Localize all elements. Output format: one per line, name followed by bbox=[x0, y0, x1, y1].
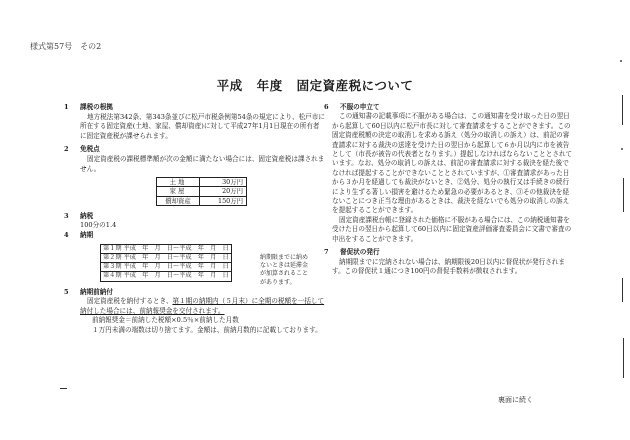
section-5-number: 5 bbox=[64, 287, 69, 296]
section-3-heading: 納税 bbox=[80, 211, 94, 220]
section-7-heading: 督促状の発行 bbox=[340, 248, 380, 257]
form-number: 様式第57号 その2 bbox=[30, 42, 102, 51]
section-4-heading: 納期 bbox=[80, 230, 94, 239]
payment-period: 第１期 平成 年 月 日～平成 年 月 日 bbox=[101, 244, 232, 253]
section-1 bbox=[64, 103, 326, 141]
payment-period: 第４期 平成 年 月 日～平成 年 月 日 bbox=[101, 272, 232, 281]
section-2-number: 2 bbox=[64, 145, 69, 154]
section-5-underlined-1: 第１期の納期内（５月末）に bbox=[172, 297, 259, 306]
table-row bbox=[157, 178, 247, 187]
prepayment-note: １万円未満の端数は切り捨てます。金額は、前納月数的に記載しております。 bbox=[92, 325, 322, 334]
exemption-label: 償却資産 bbox=[157, 196, 200, 205]
section-6 bbox=[324, 103, 574, 244]
exemption-table bbox=[156, 177, 247, 206]
payment-period: 第２期 平成 年 月 日～平成 年 月 日 bbox=[101, 253, 232, 262]
section-5-underlined-2: 全期の税額を一括して納付した場合には、前納報奨金を交付されます。 bbox=[80, 297, 325, 315]
scan-edge-mark bbox=[623, 338, 624, 378]
section-6-heading: 不服の申立て bbox=[340, 103, 380, 111]
section-1-body: 地方税法第342条、第343条並びに松戸市税条例第54条の規定により、松戸市に所在する固定資産(土地、家屋、償却資産)に対して平成27年1月1日現在の所有者に固定資産税が課せられます。 bbox=[80, 112, 325, 140]
section-5-heading: 納期前納付 bbox=[80, 287, 113, 296]
scan-edge-mark bbox=[623, 178, 624, 212]
exemption-amount: 30万円 bbox=[200, 178, 247, 187]
section-3-body: 100分の1.4 bbox=[80, 221, 117, 230]
section-4-number: 4 bbox=[64, 230, 69, 239]
title-era: 平成 bbox=[216, 78, 243, 93]
section-6-paragraph-1: この通知書の記載事項に不服がある場合は、この通知書を受け取った日の翌日から起算して60日以内に松戸市長に対して審査請求をすることができます。この固定資産税額の決定の取消しを求める訴え（処分の取消しの訴え）は、前記の審査請求に対する裁決の送達を受けた日の翌日から起算して６か月以内に市を被告として（市長が被告の代表者となります。）提起しなければならないこととされています。なお、処分の取消しの訴えは、前記の審査請求に対する裁決を経た後でなければ提起することができないこととされていますが、①審査請求があった日から３か月を経過しても裁決がないとき、②処分、処分の執行又は手続きの続行により生ずる著しい損害を避けるため緊急の必要があるとき、③その他裁決を経ないことにつき正当な理由があるときは、裁決を経ないでも処分の取消しの訴えを提起することができます。 bbox=[332, 112, 573, 215]
scan-dot bbox=[620, 60, 622, 62]
section-7-body: 納期限までに完納されない場合は、納期限後20日以内に督促状が発行されます。この督促状１通につき100円の督促手数料が徴収されます。 bbox=[332, 257, 565, 275]
section-7-number: 7 bbox=[324, 248, 329, 257]
section-4 bbox=[64, 231, 326, 284]
section-3 bbox=[64, 212, 326, 231]
exemption-amount: 150万円 bbox=[200, 196, 247, 205]
right-column bbox=[324, 103, 574, 276]
left-column bbox=[64, 103, 326, 336]
scan-edge-mark bbox=[622, 95, 623, 125]
table-row bbox=[101, 263, 232, 272]
section-6-paragraph-2: 固定資産課税台帳に登録された価格に不服がある場合には、この納税通知書を受けた日の翌日から起算して60日以内に固定資産評価審査委員会に文書で審査の申出をすることができます。 bbox=[332, 215, 572, 243]
section-6-number: 6 bbox=[324, 103, 329, 111]
title-year: 年度 bbox=[256, 78, 283, 93]
exemption-label: 土地 bbox=[157, 178, 200, 187]
title-text: 固定資産税について bbox=[296, 78, 414, 93]
section-7 bbox=[324, 248, 574, 276]
section-5-text: 固定資産税を納付するとき、 bbox=[87, 297, 173, 306]
section-2 bbox=[64, 145, 326, 205]
table-row bbox=[157, 196, 247, 205]
section-5 bbox=[64, 288, 326, 336]
late-payment-note: 納期限までに納めないときは延滞金が加算されることがあります。 bbox=[260, 253, 309, 286]
table-row bbox=[101, 272, 232, 281]
payment-periods bbox=[100, 244, 326, 284]
payment-period-table bbox=[100, 244, 232, 282]
prepayment-formula: 前納報奨金＝前納した税額×0.5％×前納した月数 bbox=[92, 316, 239, 325]
section-2-heading: 免税点 bbox=[80, 145, 100, 154]
section-1-heading: 課税の根拠 bbox=[80, 103, 113, 111]
section-2-body: 固定資産税の課税標準額が次の金額に満たない場合には、固定資産税は課されません。 bbox=[80, 154, 325, 173]
table-row bbox=[101, 253, 232, 262]
table-row bbox=[157, 187, 247, 196]
continued-on-back: 裏面に続く bbox=[498, 396, 533, 404]
section-1-number: 1 bbox=[64, 103, 69, 111]
page-title bbox=[0, 76, 630, 94]
scan-dot bbox=[621, 148, 623, 150]
section-5-body bbox=[80, 297, 326, 316]
exemption-amount: 20万円 bbox=[200, 187, 247, 196]
table-row bbox=[101, 244, 232, 253]
payment-period: 第３期 平成 年 月 日～平成 年 月 日 bbox=[101, 263, 232, 272]
exemption-label: 家屋 bbox=[157, 187, 200, 196]
scan-edge-mark bbox=[622, 278, 623, 302]
scan-left-mark bbox=[60, 388, 67, 389]
section-3-number: 3 bbox=[64, 211, 69, 220]
